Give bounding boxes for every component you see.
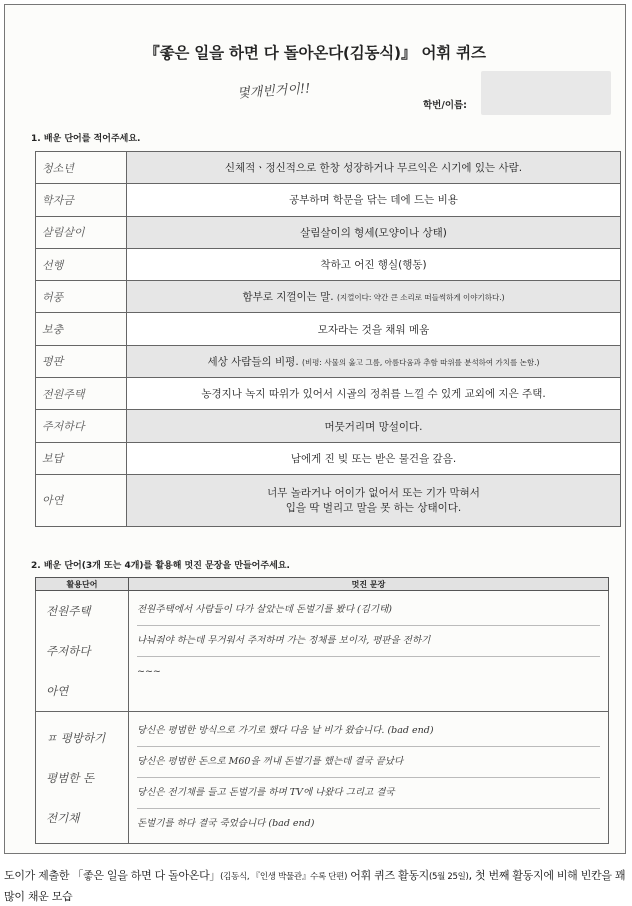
- worksheet-title: 『좋은 일을 하면 다 돌아온다(김동식)』 어휘 퀴즈: [144, 44, 486, 62]
- vocab-row: [36, 410, 621, 442]
- photo-caption: 도이가 제출한 「좋은 일을 하면 다 돌아온다」(김동식, 『인생 박물관』수록 단편) 어휘 퀴즈 활동지(5월 25일), 첫 번째 활동지에 비해 빈칸을 꽤 많이 채운 모습: [4, 869, 626, 903]
- vocab-row: [36, 184, 621, 216]
- vocab-answer: 보답: [36, 442, 127, 474]
- vocab-answer: 살림살이: [36, 216, 127, 248]
- vocab-answer: 아연: [36, 474, 127, 526]
- vocab-row: [36, 152, 621, 184]
- vocab-row: [36, 378, 621, 410]
- header-sentences: 멋진 문장: [129, 578, 609, 591]
- vocab-answer: 허풍: [36, 281, 127, 313]
- used-words: ㅍ 평방하기 평범한 돈 전기채: [36, 712, 129, 844]
- vocab-definition: 공부하며 학문을 닦는 데에 드는 비용: [127, 184, 621, 216]
- sentence-group: [36, 712, 609, 844]
- vocab-definition: 착하고 어진 행실(행동): [127, 248, 621, 280]
- vocab-answer: 학자금: [36, 184, 127, 216]
- vocab-answer: 청소년: [36, 152, 127, 184]
- vocab-row: [36, 474, 621, 526]
- vocab-answer: 선행: [36, 248, 127, 280]
- vocab-definition: 남에게 진 빚 또는 받은 물건을 갚음.: [127, 442, 621, 474]
- student-id-label: 학번/이름:: [423, 100, 467, 111]
- vocab-table: [35, 151, 621, 527]
- vocab-definition: 함부로 지껄이는 말. (지껄이다: 약간 큰 소리로 떠들썩하게 이야기하다.): [127, 281, 621, 313]
- vocab-row: [36, 281, 621, 313]
- vocab-row: [36, 442, 621, 474]
- redacted-name: [481, 71, 611, 115]
- vocab-row: [36, 248, 621, 280]
- vocab-row: [36, 216, 621, 248]
- vocab-row: [36, 313, 621, 345]
- vocab-definition: 농경지나 녹지 따위가 있어서 시골의 정취를 느낄 수 있게 교외에 지은 주택.: [127, 378, 621, 410]
- vocab-answer: 주저하다: [36, 410, 127, 442]
- handwritten-note: 몇개빈거이!!: [236, 81, 311, 102]
- sentence-group: [36, 591, 609, 712]
- vocab-row: [36, 345, 621, 377]
- vocab-answer: 전원주택: [36, 378, 127, 410]
- vocab-definition: 머뭇거리며 망설이다.: [127, 410, 621, 442]
- student-sentences: 당신은 평범한 방식으로 가기로 했다 다음 날 비가 왔습니다. (bad end) 당신은 평범한 돈으로 M60을 꺼내 돈벌기를 했는데 결국 끝났다 당신은 전기채를 들고 돈벌기를 하며 TV에 나왔다 그리고 결국 돈벌기를 하다 결국 죽었습니다 (bad end): [129, 712, 609, 844]
- section2-title: 2. 배운 단어(3개 또는 4개)를 활용해 멋진 문장을 만들어주세요.: [31, 561, 290, 571]
- vocab-answer: 평판: [36, 345, 127, 377]
- used-words: 전원주택 주저하다 아연: [36, 591, 129, 712]
- header-words: 활용단어: [36, 578, 129, 591]
- vocab-definition: 신체적ㆍ정신적으로 한창 성장하거나 무르익은 시기에 있는 사람.: [127, 152, 621, 184]
- student-sentences: 전원주택에서 사람들이 다가 살았는데 돈벌기를 봤다 (김기태) 나눠줘야 하는데 무거워서 주저하며 가는 정체를 보이자, 평판을 전하기 ~~~: [129, 591, 609, 712]
- worksheet: [4, 4, 626, 854]
- section1-title: 1. 배운 단어를 적어주세요.: [31, 134, 141, 144]
- sentence-table: [35, 577, 609, 844]
- vocab-answer: 보충: [36, 313, 127, 345]
- vocab-definition: 모자라는 것을 채워 메움: [127, 313, 621, 345]
- vocab-definition: 세상 사람들의 비평. (비평: 사물의 옳고 그름, 아름다움과 추함 따위를 분석하여 가치를 논함.): [127, 345, 621, 377]
- vocab-definition: 살림살이의 형세(모양이나 상태): [127, 216, 621, 248]
- vocab-definition: 너무 놀라거나 어이가 없어서 또는 기가 막혀서 입을 딱 벌리고 말을 못 하는 상태이다.: [127, 474, 621, 526]
